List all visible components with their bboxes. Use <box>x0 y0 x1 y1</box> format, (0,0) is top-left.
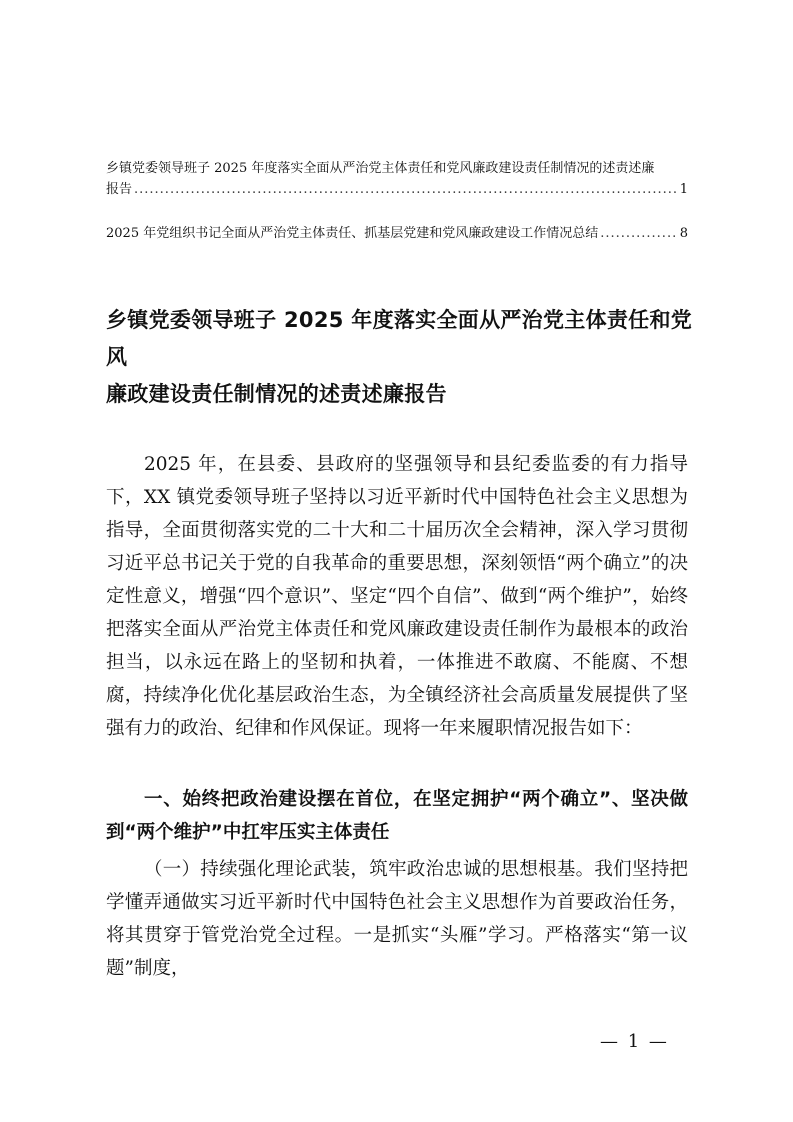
document-title-line: 廉政建设责任制情况的述责述廉报告 <box>106 382 447 406</box>
toc-leader-dots <box>600 223 678 244</box>
page-number: — 1 — <box>600 1031 669 1052</box>
subsection-heading: （一）持续强化理论武装，筑牢政治忠诚的思想根基。 <box>144 859 595 880</box>
subsection-paragraph <box>106 853 688 985</box>
toc-entry[interactable] <box>106 223 688 244</box>
subsection-text: 我们坚持把学懂弄通做实习近平新时代中国特色社会主义思想作为首要政治任务，将其贯穿于管党治党全过程。一是抓实“头雁”学习。严格落实“第一议题”制度， <box>106 859 688 979</box>
document-title <box>106 302 696 413</box>
toc-page-number: 1 <box>679 182 688 197</box>
section-heading: 一、始终把政治建设摆在首位，在坚定拥护“两个确立”、坚决做到“两个维护”中扛牢压实主体责任 <box>106 789 688 843</box>
toc-entry-title: 乡镇党委领导班子 2025 年度落实全面从严治党主体责任和党风廉政建设责任制情况的述责述廉 <box>106 161 655 176</box>
toc-page-number: 8 <box>679 226 688 241</box>
toc-entry-title-continued: 报告 <box>106 182 133 197</box>
document-title-line: 乡镇党委领导班子 2025 年度落实全面从严治党主体责任和党风 <box>106 308 693 369</box>
toc-entry[interactable] <box>106 158 688 200</box>
toc-entry-line <box>106 223 688 244</box>
intro-paragraph: 2025 年，在县委、县政府的坚强领导和县纪委监委的有力指导下，XX 镇党委领导班子坚持以习近平新时代中国特色社会主义思想为指导，全面贯彻落实党的二十大和二十届历次全会精神，深入学习贯彻习近平总书记关于党的自我革命的重要思想，深刻领悟“两个确立”的决定性意义，增强“四个意识”、坚定“四个自信”、做到“两个维护”，始终把落实全面从严治党主体责任和党风廉政建设责任制作为最根本的政治担当，以永远在路上的坚韧和执着，一体推进不敢腐、不能腐、不想腐，持续净化优化基层政治生态，为全镇经济社会高质量发展提供了坚强有力的政治、纪律和作风保证。现将一年来履职情况报告如下： <box>106 454 688 739</box>
toc-entry-title: 2025 年党组织书记全面从严治党主体责任、抓基层党建和党风廉政建设工作情况总结 <box>106 226 599 241</box>
toc-leader-dots <box>134 179 678 200</box>
toc-entry-line <box>106 179 688 200</box>
